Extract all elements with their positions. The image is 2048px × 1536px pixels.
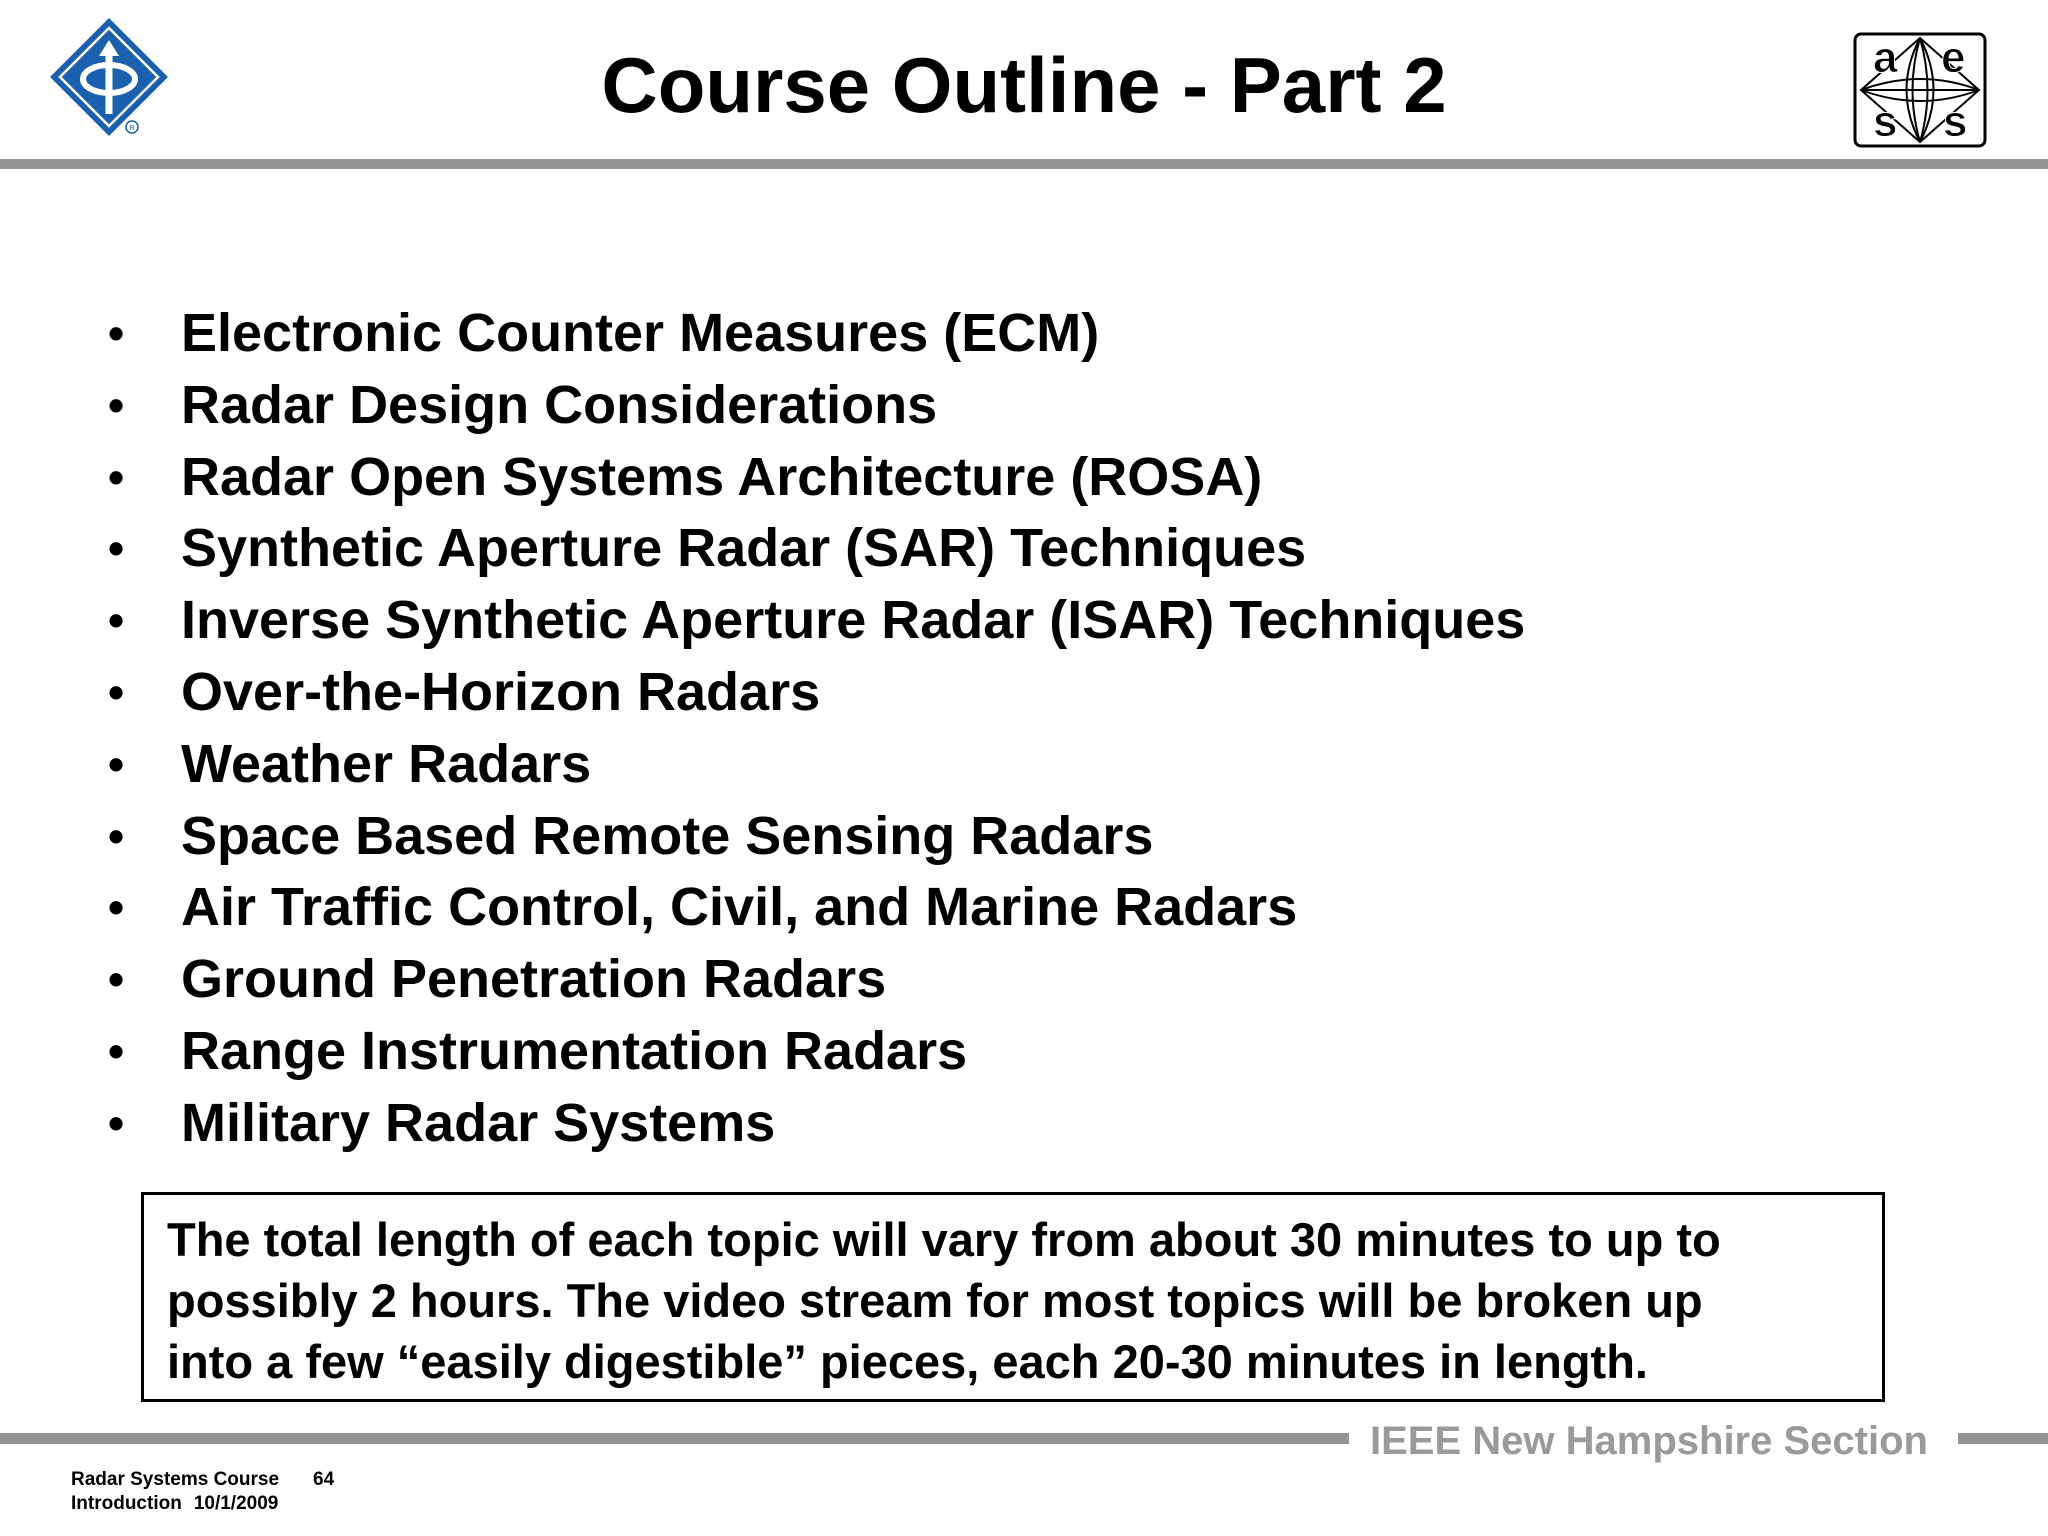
bullet-icon: • (108, 450, 125, 503)
bullet-icon: • (108, 1096, 125, 1149)
bullet-icon: • (108, 881, 125, 934)
footer-date: 10/1/2009 (193, 1493, 279, 1514)
footer-lecture: Introduction (71, 1493, 182, 1514)
list-item-text: Synthetic Aperture Radar (SAR) Techniques (181, 518, 1307, 579)
bullet-icon: • (108, 953, 125, 1006)
svg-text:s: s (1873, 97, 1898, 146)
footer-course: Radar Systems Course (71, 1469, 280, 1490)
svg-text:R: R (129, 125, 135, 132)
svg-text:s: s (1943, 97, 1968, 146)
bullet-icon: • (108, 522, 125, 575)
list-item-text: Air Traffic Control, Civil, and Marine Radars (181, 877, 1298, 938)
list-item-text: Military Radar Systems (181, 1092, 776, 1153)
list-item-text: Range Instrumentation Radars (181, 1020, 968, 1081)
svg-text:e: e (1941, 33, 1966, 82)
list-item-text: Over-the-Horizon Radars (181, 661, 821, 722)
bullet-icon: • (108, 378, 125, 431)
note-line: The total length of each topic will vary from about 30 minutes to up to (167, 1213, 1721, 1266)
bullet-icon: • (108, 809, 125, 862)
header-divider (0, 159, 2048, 169)
bullet-icon: • (108, 307, 125, 359)
slide-title: Course Outline - Part 2 (601, 41, 1447, 129)
list-item-text: Space Based Remote Sensing Radars (181, 805, 1154, 866)
bullet-icon: • (108, 594, 125, 647)
bullet-icon: • (108, 737, 125, 790)
list-item-text: Radar Open Systems Architecture (ROSA) (181, 446, 1263, 507)
svg-text:a: a (1873, 33, 1898, 82)
list-item-text: Weather Radars (181, 733, 592, 794)
list-item-text: Electronic Counter Measures (ECM) (181, 303, 1100, 363)
note-line: into a few “easily digestible” pieces, each 20-30 minutes in length. (167, 1335, 1648, 1388)
footer-divider-right (1958, 1433, 2048, 1444)
list-item-text: Radar Design Considerations (181, 374, 938, 435)
footer-lecture-date (71, 1492, 278, 1515)
note-line: possibly 2 hours. The video stream for most topics will be broken up (167, 1274, 1703, 1327)
bullet-icon: • (108, 1024, 125, 1077)
footer-divider-left (0, 1433, 1349, 1444)
note-box (141, 1192, 1885, 1402)
list-item-text: Inverse Synthetic Aperture Radar (ISAR) Techniques (181, 590, 1526, 651)
page-number: 64 (313, 1469, 335, 1490)
section-label: IEEE New Hampshire Section (1370, 1419, 1928, 1463)
bullet-icon: • (108, 665, 125, 718)
list-item-text: Ground Penetration Radars (181, 949, 887, 1010)
